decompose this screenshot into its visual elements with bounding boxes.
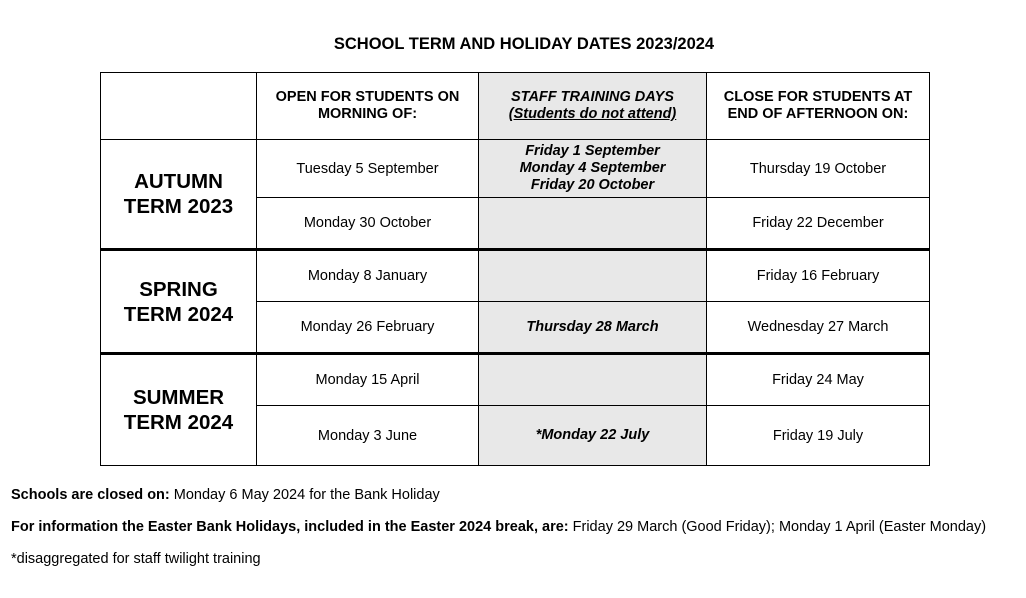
close-date: Friday 24 May [707,354,930,406]
open-date: Monday 30 October [257,198,479,250]
term-name-spring: SPRING TERM 2024 [101,250,257,354]
staff-training-dates [479,250,707,302]
table-row [101,140,930,198]
header-open: OPEN FOR STUDENTS ON MORNING OF: [257,73,479,140]
closed-label: Schools are closed on: [11,487,170,503]
open-date: Monday 26 February [257,302,479,354]
staff-training-dates [479,198,707,250]
footnote: *disaggregated for staff twilight training [11,551,261,567]
easter-label: For information the Easter Bank Holidays, included in the Easter 2024 break, are: [11,519,569,535]
term-dates-table [100,72,930,466]
easter-value: Friday 29 March (Good Friday); Monday 1 April (Easter Monday) [568,519,987,535]
open-date: Tuesday 5 September [257,140,479,198]
open-date: Monday 15 April [257,354,479,406]
closed-note [11,487,440,503]
term-name-autumn: AUTUMN TERM 2023 [101,140,257,250]
table-row [101,250,930,302]
table-header-row [101,73,930,140]
close-date: Friday 19 July [707,406,930,466]
header-empty-cell [101,73,257,140]
staff-training-dates: Friday 1 September Monday 4 September Friday 20 October [479,140,707,198]
staff-training-dates: *Monday 22 July [479,406,707,466]
page-title: SCHOOL TERM AND HOLIDAY DATES 2023/2024 [333,35,715,53]
staff-training-dates [479,354,707,406]
open-date: Monday 8 January [257,250,479,302]
open-date: Monday 3 June [257,406,479,466]
close-date: Friday 16 February [707,250,930,302]
term-name-summer: SUMMER TERM 2024 [101,354,257,466]
header-staff-training: STAFF TRAINING DAYS (Students do not attend) [479,73,707,140]
staff-training-dates: Thursday 28 March [479,302,707,354]
closed-value: Monday 6 May 2024 for the Bank Holiday [169,487,440,503]
table-row [101,354,930,406]
easter-note [11,519,986,535]
close-date: Friday 22 December [707,198,930,250]
close-date: Thursday 19 October [707,140,930,198]
close-date: Wednesday 27 March [707,302,930,354]
header-close: CLOSE FOR STUDENTS AT END OF AFTERNOON ON: [707,73,930,140]
